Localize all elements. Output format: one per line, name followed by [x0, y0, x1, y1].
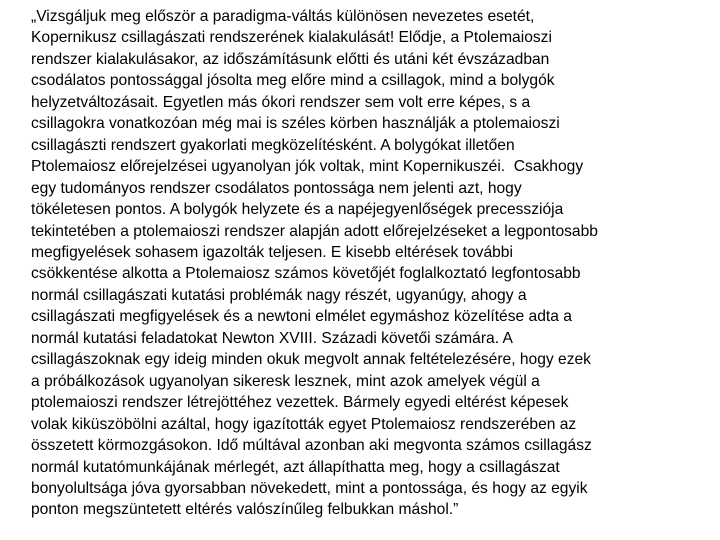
- text-line: helyzetváltozásait. Egyetlen más ókori rendszer sem volt erre képes, s a: [31, 93, 531, 111]
- text-line: rendszer kialakulásakor, az időszámításunk előtti és utáni két évszázadban: [31, 50, 550, 68]
- text-line: Kopernikusz csillagászati rendszerének kialakulását! Elődje, a Ptolemaioszi: [31, 29, 552, 47]
- text-line: csillagokra vonatkozóan még mai is széles körben használják a ptolemaioszi: [31, 115, 560, 133]
- text-line: normál kutatómunkájának mérlegét, azt állapíthatta meg, hogy a csillagászat: [31, 458, 560, 476]
- text-line: tökéletesen pontos. A bolygók helyzete és a napéjegyenlőségek precessziója: [31, 201, 564, 219]
- text-line: csillagászti rendszert gyakorlati megközelítésként. A bolygókat illetően: [31, 136, 515, 154]
- text-line: csillagászoknak egy ideig minden okuk megvolt annak feltételezésére, hogy ezek: [31, 351, 591, 369]
- text-line: csillagászati megfigyelések és a newtoni elmélet egymáshoz közelítése adta a: [31, 308, 572, 326]
- text-line: volak kiküszöbölni azáltal, hogy igazították egyet Ptolemaiosz rendszerében az: [31, 415, 577, 433]
- text-line: ptolemaioszi rendszer létrejöttéhez vezettek. Bármely egyedi eltérést képesek: [31, 394, 569, 412]
- text-line: megfigyelések sohasem igazolták teljesen. E kisebb eltérések további: [31, 243, 513, 261]
- text-line: bonyolultsága jóva gyorsabban növekedett, mint a pontossága, és hogy az egyik: [31, 479, 588, 497]
- text-line: ponton megszüntetett eltérés valószínűleg felbukkan máshol.”: [31, 501, 459, 519]
- text-line: a próbálkozások ugyanolyan sikeresk lesznek, mint azok amelyek végül a: [31, 372, 540, 390]
- text-line: egy tudományos rendszer csodálatos pontossága nem jelenti azt, hogy: [31, 179, 522, 197]
- text-line: csökkentése alkotta a Ptolemaiosz számos követőjét foglalkoztató legfontosabb: [31, 265, 581, 283]
- text-line: csodálatos pontossággal jósolta meg előre mind a csillagok, mind a bolygók: [31, 72, 555, 90]
- text-line: Ptolemaiosz előrejelzései ugyanolyan jók voltak, mint Kopernikuszéi. Csakhogy: [31, 158, 584, 176]
- text-line: összetett körmozgásokon. Idő múltával azonban aki megvonta számos csillagász: [31, 437, 592, 455]
- text-line: „Vizsgáljuk meg először a paradigma-váltás különösen nevezetes esetét,: [31, 8, 535, 25]
- text-line: normál kutatási feladatokat Newton XVIII. Századi követői számára. A: [31, 329, 513, 347]
- text-line: normál csillagászati kutatási problémák nagy részét, ugyanúgy, ahogy a: [31, 286, 527, 304]
- quote-paragraph: [31, 6, 717, 521]
- text-line: tekintetében a ptolemaioszi rendszer alapján adott előrejelzéseket a legpontosabb: [31, 222, 598, 240]
